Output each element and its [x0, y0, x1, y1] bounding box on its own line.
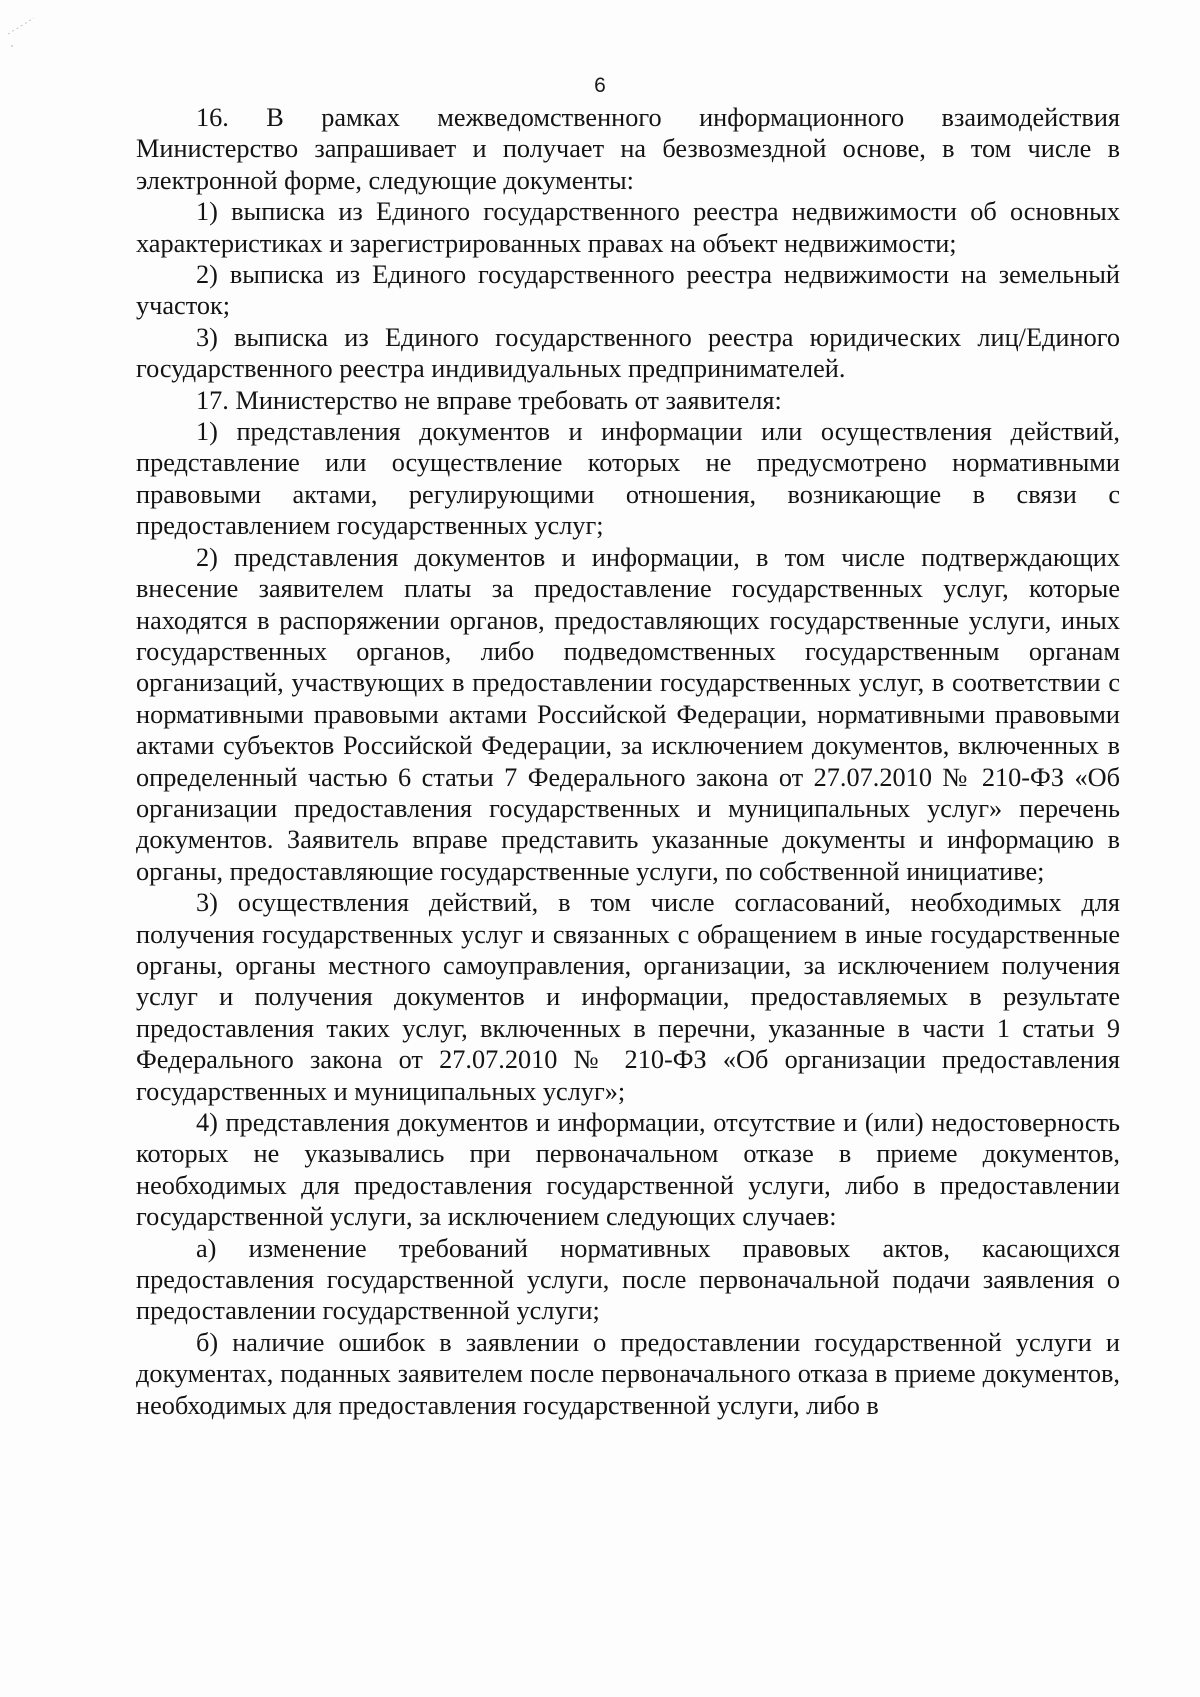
list-item-17-2: 2) представления документов и информации, в том числе подтверждающих внесение заявителем платы за предоставление государственных услуг, которые находятся в распоряжении органов, предоставляющих государственные услуги, иных государственных органов, либо подведомственных государственным органам организаций, участвующих в предоставлении государственных услуг, в соответствии с нормативными правовыми актами Российской Федерации, нормативными правовыми актами субъектов Российской Федерации, за исключением документов, включенных в определенный частью 6 статьи 7 Федерального закона от 27.07.2010 № 210-ФЗ «Об организации предоставления государственных и муниципальных услуг» перечень документов. Заявитель вправе представить указанные документы и информацию в органы, предоставляющие государственные услуги, по собственной инициативе;: [136, 542, 1120, 886]
sub-item-b: б) наличие ошибок в заявлении о предоставлении государственной услуги и документах, поданных заявителем после первоначального отказа в приеме документов, необходимых для предоставления государственной услуги, либо в: [136, 1327, 1120, 1420]
page-number: 6: [594, 74, 606, 97]
sub-item-a: а) изменение требований нормативных правовых актов, касающихся предоставления государственной услуги, после первоначальной подачи заявления о предоставлении государственной услуги;: [136, 1233, 1120, 1326]
scan-artifact: [0, 0, 60, 60]
list-item-17-3: 3) осуществления действий, в том числе согласований, необходимых для получения государственных услуг и связанных с обращением в иные государственные органы, органы местного самоуправления, организации, за исключением получения услуг и получения документов и информации, предоставляемых в результате предоставления таких услуг, включенных в перечни, указанные в части 1 статьи 9 Федерального закона от 27.07.2010 № 210-ФЗ «Об организации предоставления государственных и муниципальных услуг»;: [136, 888, 1120, 1106]
paragraph-17-intro: 17. Министерство не вправе требовать от заявителя:: [196, 385, 782, 415]
paragraph-16-intro: 16. В рамках межведомственного информационного взаимодействия Министерство запрашивает и получает на безвозмездной основе, в том числе в электронной форме, следующие документы:: [136, 103, 1120, 195]
list-item-16-3: 3) выписка из Единого государственного реестра юридических лиц/Единого государственного реестра индивидуальных предпринимателей.: [136, 322, 1120, 384]
list-item-16-2: 2) выписка из Единого государственного реестра недвижимости на земельный участок;: [136, 260, 1120, 321]
list-item-17-4: 4) представления документов и информации, отсутствие и (или) недостоверность которых не указывались при первоначальном отказе в приеме документов, необходимых для предоставления государственной услуги, либо в предоставлении государственной услуги, за исключением следующих случаев:: [136, 1108, 1120, 1232]
list-item-17-1: 1) представления документов и информации или осуществления действий, представление или осуществление которых не предусмотрено нормативными правовыми актами, регулирующими отношения, возникающие в связи с предоставлением государственных услуг;: [136, 417, 1120, 541]
document-body: [136, 102, 1120, 1421]
list-item-16-1: 1) выписка из Единого государственного реестра недвижимости об основных характеристиках и зарегистрированных правах на объект недвижимости;: [136, 197, 1120, 258]
